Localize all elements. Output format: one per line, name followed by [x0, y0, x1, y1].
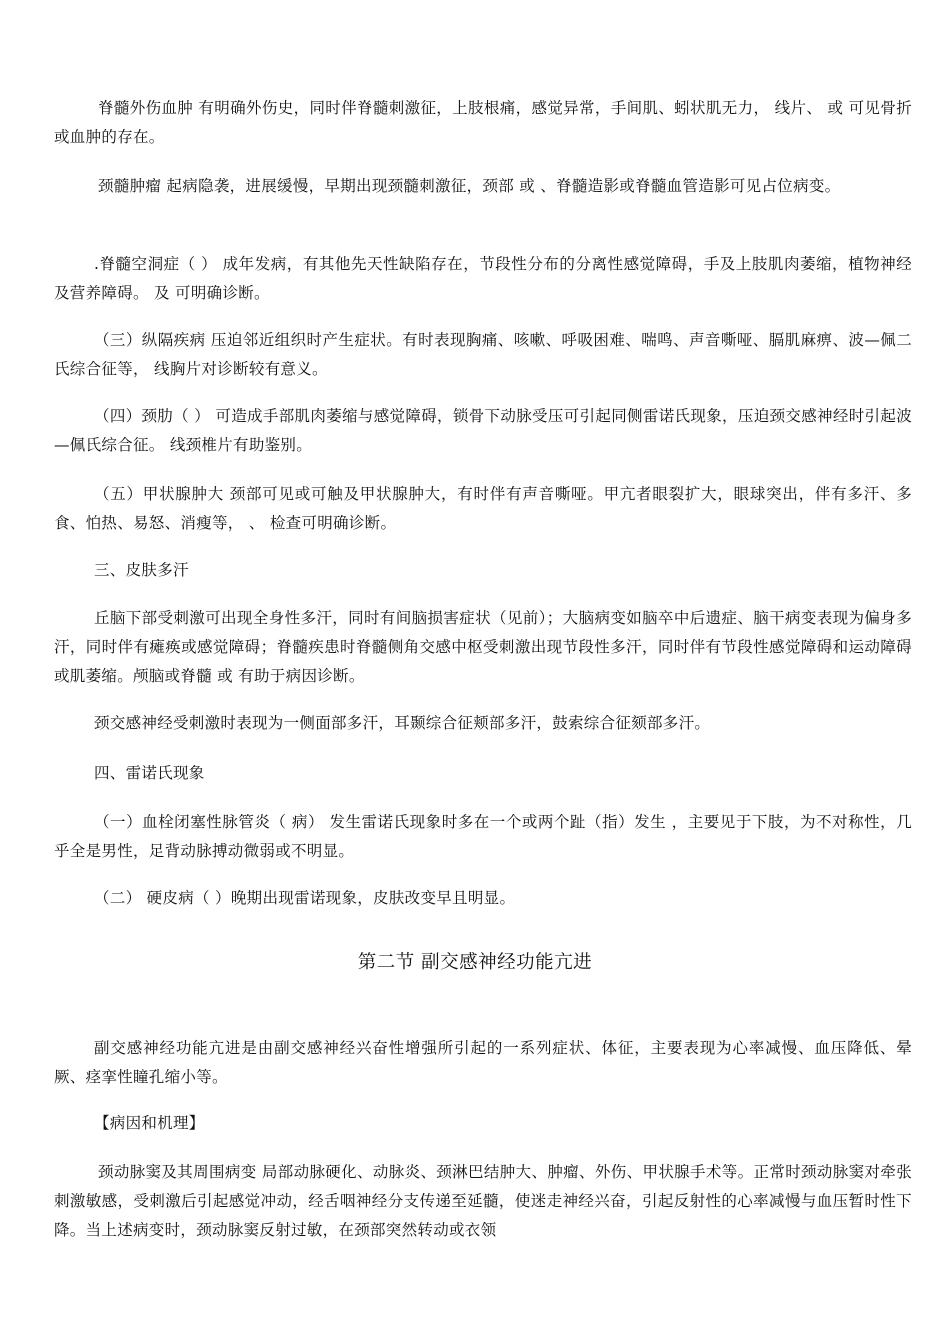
paragraph-syringomyelia: .脊髓空洞症（ ） 成年发病，有其他先天性缺陷存在，节段性分布的分离性感觉障碍，手及上肢肌肉萎缩，植物神经及营养障碍。 及 可明确诊断。 [54, 255, 912, 302]
paragraph-thyroid: （五）甲状腺肿大 颈部可见或可触及甲状腺肿大，有时伴有声音嘶哑。甲亢者眼裂扩大，眼球突出，伴有多汗、多食、怕热、易怒、消瘦等， 、 检查可明确诊断。 [54, 485, 912, 532]
section-title: 第二节 副交感神经功能亢进 [357, 951, 593, 973]
paragraph-mediastinal: （三）纵隔疾病 压迫邻近组织时产生症状。有时表现胸痛、咳嗽、呼吸困难、喘鸣、声音嘶哑、膈肌麻痹、波—佩二氏综合征等， 线胸片对诊断较有意义。 [54, 331, 912, 378]
paragraph-cervical-rib: （四）颈肋（ ） 可造成手部肌肉萎缩与感觉障碍，锁骨下动脉受压可引起同侧雷诺氏现象，压迫颈交感神经时引起波—佩氏综合征。 线颈椎片有助鉴别。 [54, 407, 912, 454]
heading-skin-sweating: 三、皮肤多汗 [94, 561, 189, 579]
heading-raynaud: 四、雷诺氏现象 [94, 764, 205, 782]
paragraph-carotid-sinus: 颈动脉窦及其周围病变 局部动脉硬化、动脉炎、颈淋巴结肿大、肿瘤、外伤、甲状腺手术等。正常时颈动脉窦对牵张刺激敏感，受刺激后引起感觉冲动，经舌咽神经分支传递至延髓，使迷走神经兴奋，引起反射性的心率减慢与血压暂时性下降。当上述病变时，颈动脉窦反射过敏，在颈部突然转动或衣领 [54, 1163, 912, 1239]
paragraph-thromboangiitis: （一）血栓闭塞性脉管炎（ 病） 发生雷诺氏现象时多在一个或两个趾（指）发生 ，主要见于下肢，为不对称性，几乎全是男性，足背动脉搏动微弱或不明显。 [54, 813, 912, 860]
paragraph-cervical-tumor: 颈髓肿瘤 起病隐袭，进展缓慢，早期出现颈髓刺激征，颈部 或 、脊髓造影或脊髓血管造影可见占位病变。 [98, 177, 841, 195]
paragraph-parasympathetic-intro: 副交感神经功能亢进是由副交感神经兴奋性增强所引起的一系列症状、体征，主要表现为心率减慢、血压降低、晕厥、痉挛性瞳孔缩小等。 [54, 1039, 912, 1086]
paragraph-facial-sweating: 颈交感神经受刺激时表现为一侧面部多汗，耳颞综合征颊部多汗，鼓索综合征颏部多汗。 [94, 714, 711, 732]
paragraph-scleroderma: （二） 硬皮病（ ）晚期出现雷诺现象，皮肤改变早且明显。 [94, 889, 516, 907]
paragraph-sweating-causes: 丘脑下部受刺激可出现全身性多汗，同时有间脑损害症状（见前）；大脑病变如脑卒中后遗症、脑干病变表现为偏身多汗，同时伴有瘫痪或感觉障碍；脊髓疾患时脊髓侧角交感中枢受刺激出现节段性多汗，同时伴有节段性感觉障碍和运动障碍或肌萎缩。颅脑或脊髓 或 有助于病因诊断。 [54, 609, 912, 685]
heading-etiology: 【病因和机理】 [94, 1114, 205, 1132]
paragraph-spinal-hematoma: 脊髓外伤血肿 有明确外伤史，同时伴脊髓刺激征，上肢根痛，感觉异常，手间肌、蚓状肌无力， 线片、 或 可见骨折或血肿的存在。 [54, 99, 912, 146]
